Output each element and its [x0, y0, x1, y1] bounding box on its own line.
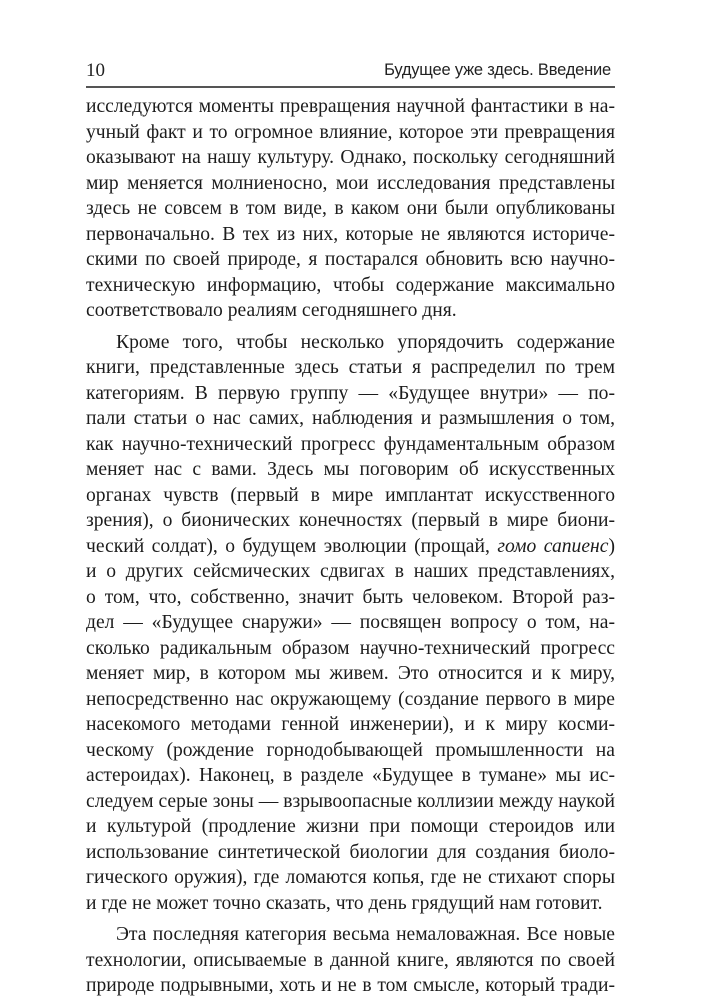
- text-line: меняет мир, в котором мы живем. Это относится и к миру,: [86, 663, 615, 684]
- text-line: и о других сейсмических сдвигах в наших представлениях,: [86, 561, 615, 582]
- text-line: и культурой (продление жизни при помощи стероидов или: [86, 816, 615, 837]
- text-line: исследуются моменты превращения научной фантастики в на-: [86, 96, 615, 117]
- italic-term: гомо сапиенс: [497, 535, 609, 557]
- text-line: дел — «Будущее снаружи» — посвящен вопросу о том, на-: [86, 612, 615, 633]
- text-line: органах чувств (первый в мире имплантат искусственного: [86, 484, 615, 506]
- body-text: [86, 94, 615, 999]
- text-line: первоначально. В тех из них, которые не являются историче-: [86, 223, 615, 245]
- running-header: [86, 58, 615, 88]
- text-line: насекомого методами генной инженерии), и к миру косми-: [86, 714, 615, 735]
- text-line: природе подрывными, хоть и не в том смысле, который тради-: [86, 975, 615, 996]
- text-line: категориям. В первую группу — «Будущее внутри» — по-: [86, 382, 615, 404]
- text-line: следуем серые зоны — взрывоопасные коллизии между наукой: [86, 790, 615, 812]
- text-line: непосредственно нас окружающему (создание первого в мире: [86, 688, 615, 710]
- text-line: оказывают на нашу культуру. Однако, поскольку сегодняшний: [86, 147, 615, 168]
- text-line: технологии, описываемые в данной книге, являются по своей: [86, 949, 615, 971]
- text-line: сколько радикальным образом научно-технический прогресс: [86, 637, 615, 659]
- text-line: меняет нас с вами. Здесь мы поговорим об искусственных: [86, 459, 615, 480]
- paragraph: [86, 94, 615, 324]
- text-line: Эта последняя категория весьма немаловажная. Все новые: [116, 924, 615, 945]
- paragraph: [86, 330, 615, 917]
- text-line: Кроме того, чтобы несколько упорядочить содержание: [116, 331, 615, 353]
- text-line: астероидах). Наконец, в разделе «Будущее в тумане» мы ис-: [86, 765, 615, 786]
- running-title: Будущее уже здесь. Введение: [384, 61, 611, 79]
- text-line: учный факт и то огромное влияние, которое эти превращения: [86, 121, 615, 143]
- text-line: пали статьи о нас самих, наблюдения и размышления о том,: [86, 408, 615, 429]
- text-line: как научно-технический прогресс фундаментальным образом: [86, 433, 615, 455]
- text-line: гического оружия), где ломаются копья, где не стихают споры: [86, 867, 615, 888]
- paragraph: [86, 922, 615, 999]
- text-line: ческий солдат), о будущем эволюции (прощай, гомо сапиенс): [86, 535, 615, 557]
- text-line: зрения), о бионических конечностях (первый в мире биони-: [86, 510, 615, 531]
- text-line: ческому (рождение горнодобывающей промышленности на: [86, 739, 615, 761]
- text-line: мир меняется молниеносно, мои исследования представлены: [86, 172, 615, 194]
- page-number: 10: [86, 60, 105, 81]
- text-line: книги, представленные здесь статьи я распределил по трем: [86, 357, 615, 378]
- text-line: использование синтетической биологии для создания биоло-: [86, 841, 615, 863]
- text-line: техническую информацию, чтобы содержание максимально: [86, 274, 615, 296]
- text-line: скими по своей природе, я постарался обновить всю научно-: [86, 249, 615, 270]
- text-line: и где не может точно сказать, что день грядущий нам готовит.: [86, 892, 603, 914]
- text-line: о том, что, собственно, значит быть человеком. Второй раз-: [86, 586, 615, 608]
- text-line: здесь не совсем в том виде, в каком они были опубликованы: [86, 198, 615, 219]
- text-line: соответствовало реалиям сегодняшнего дня.: [86, 300, 457, 321]
